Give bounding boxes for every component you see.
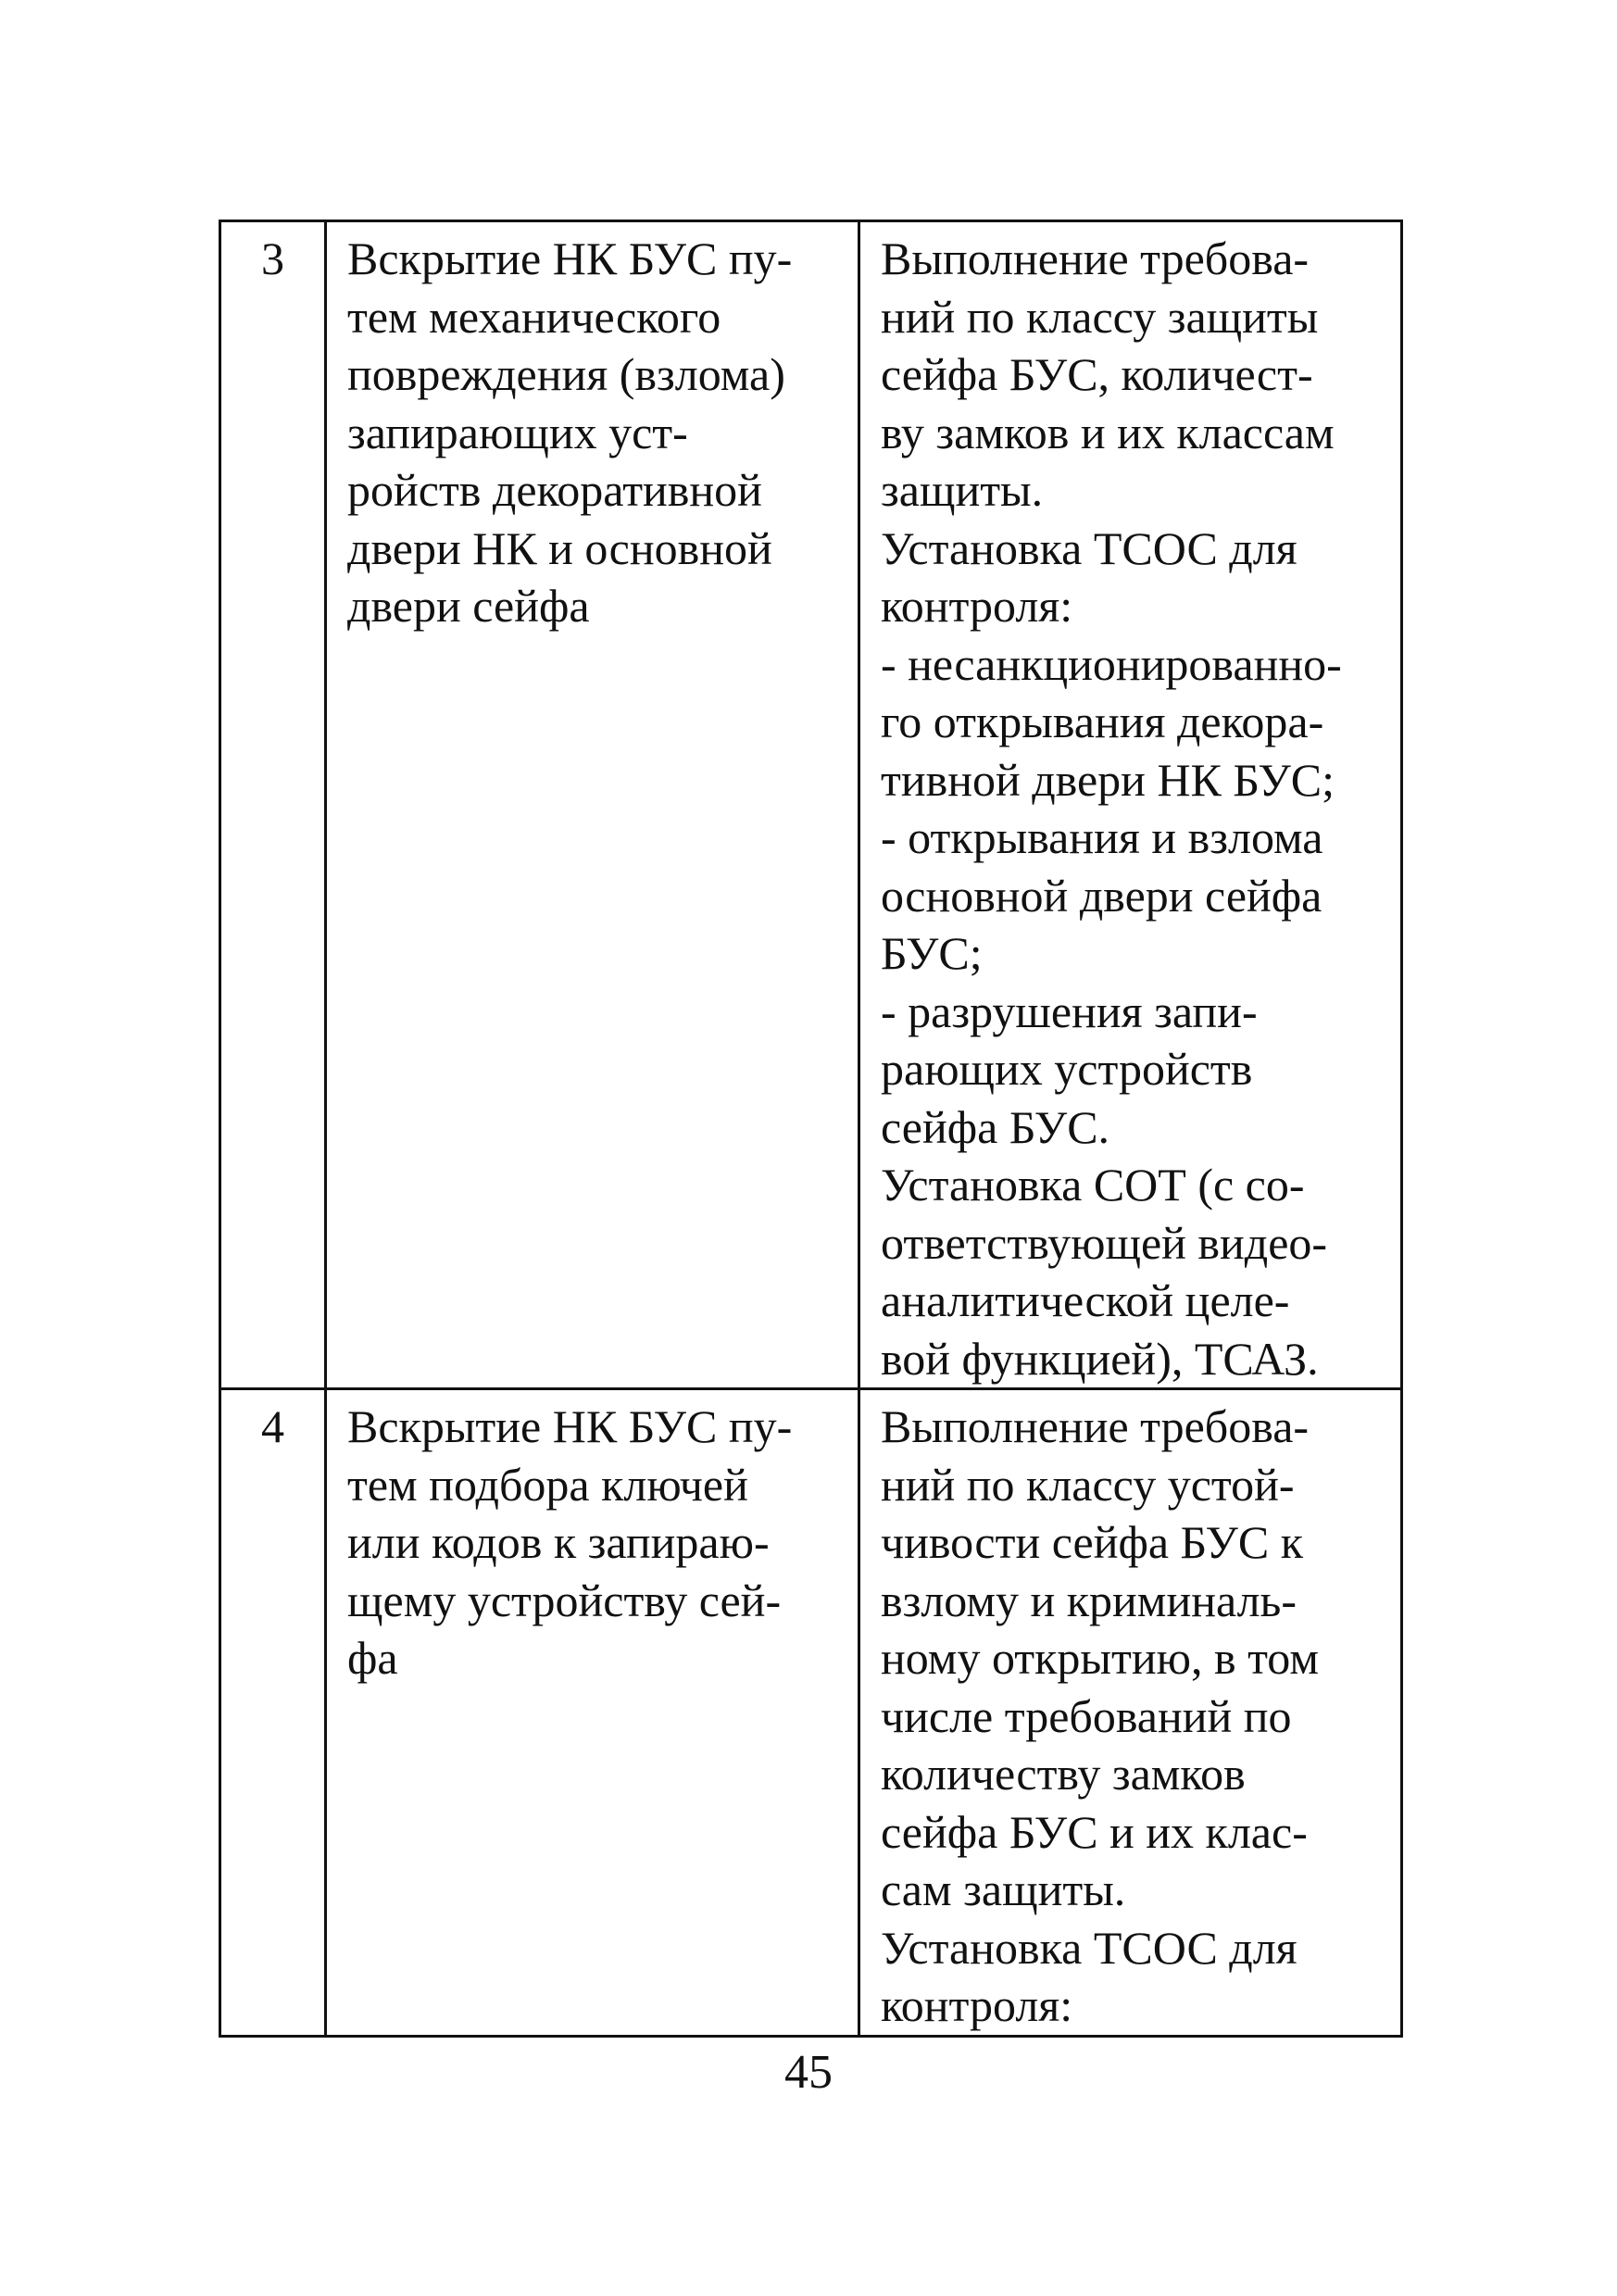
measure-line: сейфа БУС, количест- xyxy=(881,348,1313,400)
measure-line: Установка ТСОС для xyxy=(881,521,1297,574)
measure-line: ному открытию, в том xyxy=(881,1632,1319,1684)
requirements-table xyxy=(219,220,1403,2038)
threat-line: двери сейфа xyxy=(347,580,590,632)
threat-line: двери НК и основной xyxy=(347,521,772,574)
threat-line: тем подбора ключей xyxy=(347,1458,748,1511)
measure-line: контроля: xyxy=(881,1979,1073,2031)
page-number: 45 xyxy=(784,2046,833,2099)
threat-line: ройств декоративной xyxy=(347,464,762,516)
measure-line: количеству замков xyxy=(881,1748,1246,1800)
row-number: 4 xyxy=(220,1389,326,2037)
threat-cell xyxy=(326,221,859,1389)
threat-line: тем механического xyxy=(347,290,721,343)
measure-line: ний по классу устой- xyxy=(881,1458,1295,1511)
threat-line: Вскрытие НК БУС пу- xyxy=(347,232,793,284)
measure-line: сейфа БУС. xyxy=(881,1100,1110,1153)
measure-line: - разрушения запи- xyxy=(881,985,1258,1037)
measure-line: Выполнение требова- xyxy=(881,232,1310,284)
threat-line: щему устройству сей- xyxy=(347,1574,782,1626)
threat-line: фа xyxy=(347,1632,398,1684)
measure-line: ний по классу защиты xyxy=(881,290,1319,343)
measure-line: - несанкционированно- xyxy=(881,637,1342,690)
measure-cell xyxy=(859,1389,1402,2037)
measure-line: числе требований по xyxy=(881,1689,1292,1742)
table-row xyxy=(220,221,1402,1389)
measure-line: БУС; xyxy=(881,927,983,979)
measure-line: аналитической целе- xyxy=(881,1274,1290,1326)
measure-line: - открывания и взлома xyxy=(881,811,1323,863)
measure-line: основной двери сейфа xyxy=(881,869,1322,922)
threat-line: или кодов к запираю- xyxy=(347,1516,770,1568)
measure-line: сейфа БУС и их клас- xyxy=(881,1805,1308,1858)
threat-cell xyxy=(326,1389,859,2037)
threat-line: запирающих уст- xyxy=(347,406,688,458)
measure-line: Установка ТСОС для xyxy=(881,1921,1297,1974)
measure-line: чивости сейфа БУС к xyxy=(881,1516,1304,1568)
table-row xyxy=(220,1389,1402,2037)
measure-line: ответствующей видео- xyxy=(881,1216,1328,1269)
measure-line: вой функцией), ТСАЗ. xyxy=(881,1332,1319,1385)
row-number: 3 xyxy=(220,221,326,1389)
measure-line: взлому и криминаль- xyxy=(881,1574,1297,1626)
measure-line: Установка СОТ (с со- xyxy=(881,1159,1305,1211)
measure-line: го открывания декора- xyxy=(881,696,1324,747)
measure-cell xyxy=(859,221,1402,1389)
measure-line: Выполнение требова- xyxy=(881,1400,1310,1452)
measure-line: рающих устройств xyxy=(881,1043,1253,1095)
measure-line: тивной двери НК БУС; xyxy=(881,753,1335,806)
measure-line: контроля: xyxy=(881,580,1073,632)
measure-line: ву замков и их классам xyxy=(881,406,1335,458)
measure-line: защиты. xyxy=(881,464,1044,516)
threat-line: Вскрытие НК БУС пу- xyxy=(347,1400,793,1452)
threat-line: повреждения (взлома) xyxy=(347,348,785,400)
measure-line: сам защиты. xyxy=(881,1863,1126,1915)
